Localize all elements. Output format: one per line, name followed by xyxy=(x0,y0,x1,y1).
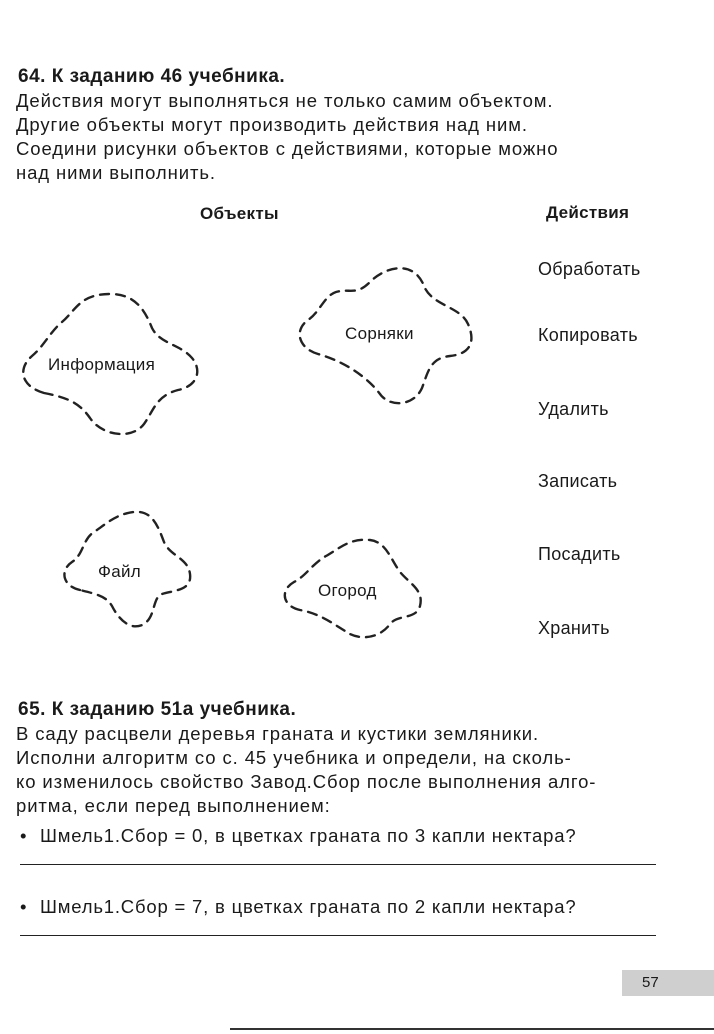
bottom-rule xyxy=(230,1028,714,1030)
task-65-line: ритма, если перед выполнением: xyxy=(16,795,331,816)
action-plant[interactable]: Посадить xyxy=(538,544,621,564)
task-65-line: Исполни алгоритм со с. 45 учебника и определи, на сколь- xyxy=(16,747,572,768)
action-process[interactable]: Обработать xyxy=(538,259,641,279)
object-label-file: Файл xyxy=(98,562,141,581)
action-copy[interactable]: Копировать xyxy=(538,325,638,345)
actions-header: Действия xyxy=(546,203,630,222)
task-65-line: В саду расцвели деревья граната и кустики земляники. xyxy=(16,723,540,744)
task-64-title: 64. К заданию 46 учебника. xyxy=(18,66,286,87)
bullet-icon: • xyxy=(20,896,28,917)
page-number: 57 xyxy=(642,974,659,991)
task-64-line: Соедини рисунки объектов с действиями, которые можно xyxy=(16,138,559,159)
objects-header: Объекты xyxy=(200,204,279,223)
task-64-line: над ними выполнить. xyxy=(16,162,216,183)
bullet-icon: • xyxy=(20,825,28,846)
question-2-text: Шмель1.Сбор = 7, в цветках граната по 2 капли нектара? xyxy=(40,896,577,917)
page-number-box xyxy=(622,970,714,996)
question-2 xyxy=(20,896,670,918)
task-65-title: 65. К заданию 51а учебника. xyxy=(18,699,297,720)
object-label-garden: Огород xyxy=(318,581,377,600)
task-64-line: Другие объекты могут производить действия над ним. xyxy=(16,114,528,135)
object-label-information: Информация xyxy=(48,355,156,374)
task-65-line: ко изменилось свойство Завод.Сбор после выполнения алго- xyxy=(16,771,597,792)
answer-line-1[interactable] xyxy=(20,864,656,865)
task-64-line: Действия могут выполняться не только самим объектом. xyxy=(16,90,554,111)
action-delete[interactable]: Удалить xyxy=(538,399,609,419)
question-1-text: Шмель1.Сбор = 0, в цветках граната по 3 капли нектара? xyxy=(40,825,577,846)
question-1 xyxy=(20,825,670,847)
action-store[interactable]: Хранить xyxy=(538,618,610,638)
answer-line-2[interactable] xyxy=(20,935,656,936)
action-write[interactable]: Записать xyxy=(538,471,618,491)
object-label-weeds: Сорняки xyxy=(345,324,414,343)
